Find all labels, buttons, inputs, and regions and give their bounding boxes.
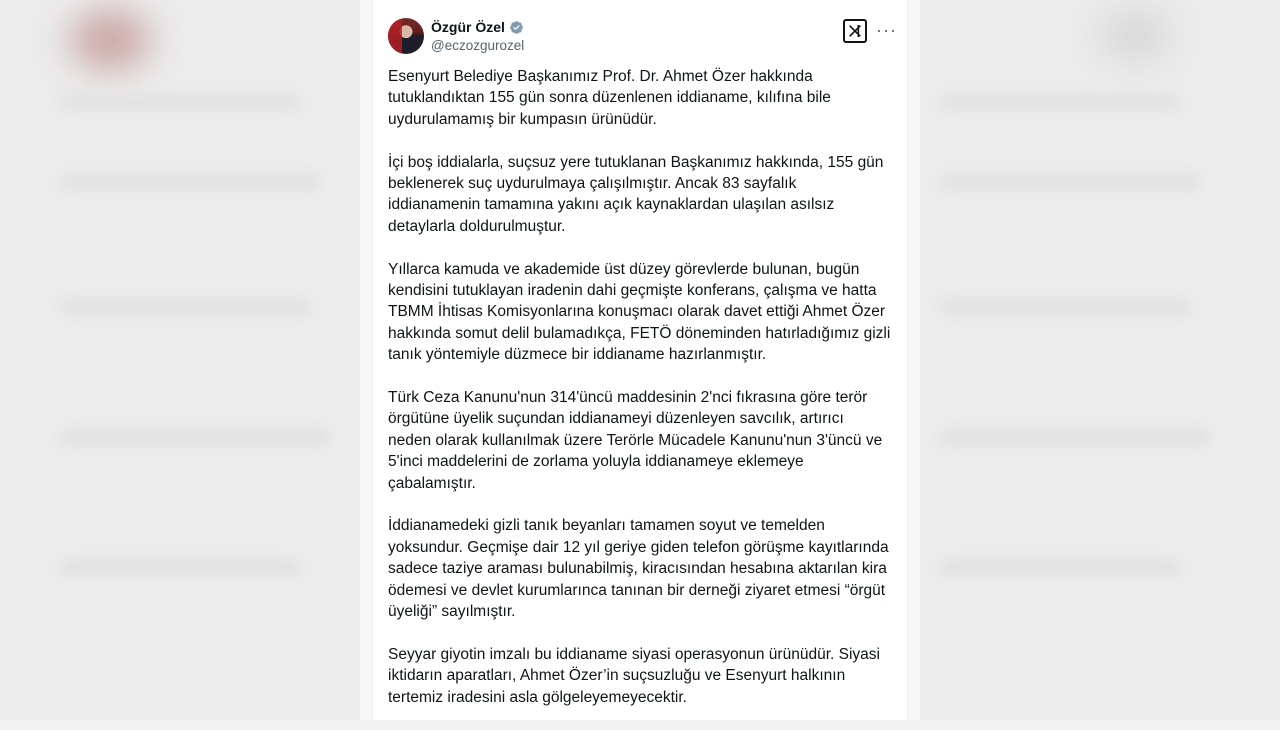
text-line: çabalamıştır. <box>388 474 476 492</box>
text-line: sadece taziye araması bulunabilmiş, kiracısından hesabına aktarılan kira <box>388 560 887 578</box>
text-line: İçi boş iddialarla, suçsuz yere tutuklanan Başkanımız hakkında, 155 gün <box>388 153 884 171</box>
text-line: tertemiz iradesini asla gölgeleyemeyecektir. <box>388 688 687 706</box>
author-name[interactable]: Özgür Özel <box>431 19 505 35</box>
text-line: yoksundur. Geçmişe dair 12 yıl geriye giden telefon görüşme kayıtlarında <box>388 538 889 556</box>
text-line: Türk Ceza Kanunu'nun 314'üncü maddesinin 2'nci fıkrasına göre terör <box>388 389 868 407</box>
text-line: tanık yöntemiyle düzmece bir iddianame hazırlanmıştır. <box>388 346 767 364</box>
text-line: uydurulamamış bir kumpasın ürünüdür. <box>388 110 657 128</box>
tweet-paragraph-4 <box>388 387 893 494</box>
tweet-text <box>388 66 893 730</box>
text-line: Esenyurt Belediye Başkanımız Prof. Dr. Ahmet Özer hakkında <box>388 68 813 85</box>
blurred-background-left <box>0 0 360 720</box>
author-handle[interactable]: @eczozgurozel <box>431 38 525 53</box>
tweet-paragraph-5 <box>388 515 893 622</box>
x-logo-icon[interactable] <box>843 19 867 43</box>
x-glyph-icon <box>847 23 863 39</box>
text-line: örgütüne üyelik suçundan iddianameyi düzenleyen savcılık, artırıcı <box>388 410 844 428</box>
text-line: detaylarla doldurulmuştur. <box>388 217 566 235</box>
blurred-background-right <box>920 0 1280 720</box>
verified-badge-icon <box>509 20 524 35</box>
text-line: tutuklandıktan 155 gün sonra düzenlenen iddianame, kılıfına bile <box>388 89 831 107</box>
text-line: kendisini tutuklayan iradenin dahi geçmişte konferans, çalışma ve hatta <box>388 282 877 300</box>
tweet-paragraph-3 <box>388 259 893 366</box>
tweet-paragraph-2 <box>388 152 893 238</box>
text-line: İddianamedeki gizli tanık beyanları tamamen soyut ve temelden <box>388 517 825 535</box>
text-line: neden olarak kullanılmak üzere Terörle Mücadele Kanunu'nun 3'üncü ve <box>388 431 883 449</box>
text-line: iddianamenin tamamına yakını açık kaynaklardan ulaşılan asılsız <box>388 196 835 214</box>
author-row <box>431 19 524 35</box>
tweet-card <box>372 0 908 720</box>
avatar[interactable] <box>388 18 424 54</box>
text-line: Seyyar giyotin imzalı bu iddianame siyasi operasyonun ürünüdür. Siyasi <box>388 645 880 663</box>
text-line: 5'inci maddelerini de zorlama yoluyla iddianameye eklemeye <box>388 453 804 471</box>
text-line: üyeliği” sayılmıştır. <box>388 603 516 621</box>
text-line: hakkında somut delil bulamadıkça, FETÖ döneminden hatırladığımız gizli <box>388 324 891 342</box>
tweet-paragraph-6 <box>388 644 893 708</box>
tweet-paragraph-1 <box>388 66 893 130</box>
more-options-icon[interactable]: ··· <box>876 20 897 40</box>
text-line: beklenerek suç uydurulmaya çalışılmıştır. Ancak 83 sayfalık <box>388 175 797 193</box>
text-line: ödemesi ve devlet kurumlarınca tanınan bir derneği ziyaret etmesi “örgüt <box>388 581 886 599</box>
text-line: TBMM İhtisas Komisyonlarına konuşmacı olarak davet ettiği Ahmet Özer <box>388 303 886 321</box>
tweet-panel <box>360 0 920 720</box>
text-line: iktidarın aparatları, Ahmet Özer’in suçsuzluğu ve Esenyurt halkının <box>388 667 846 685</box>
text-line: Yıllarca kamuda ve akademide üst düzey görevlerde bulunan, bugün <box>388 260 860 278</box>
